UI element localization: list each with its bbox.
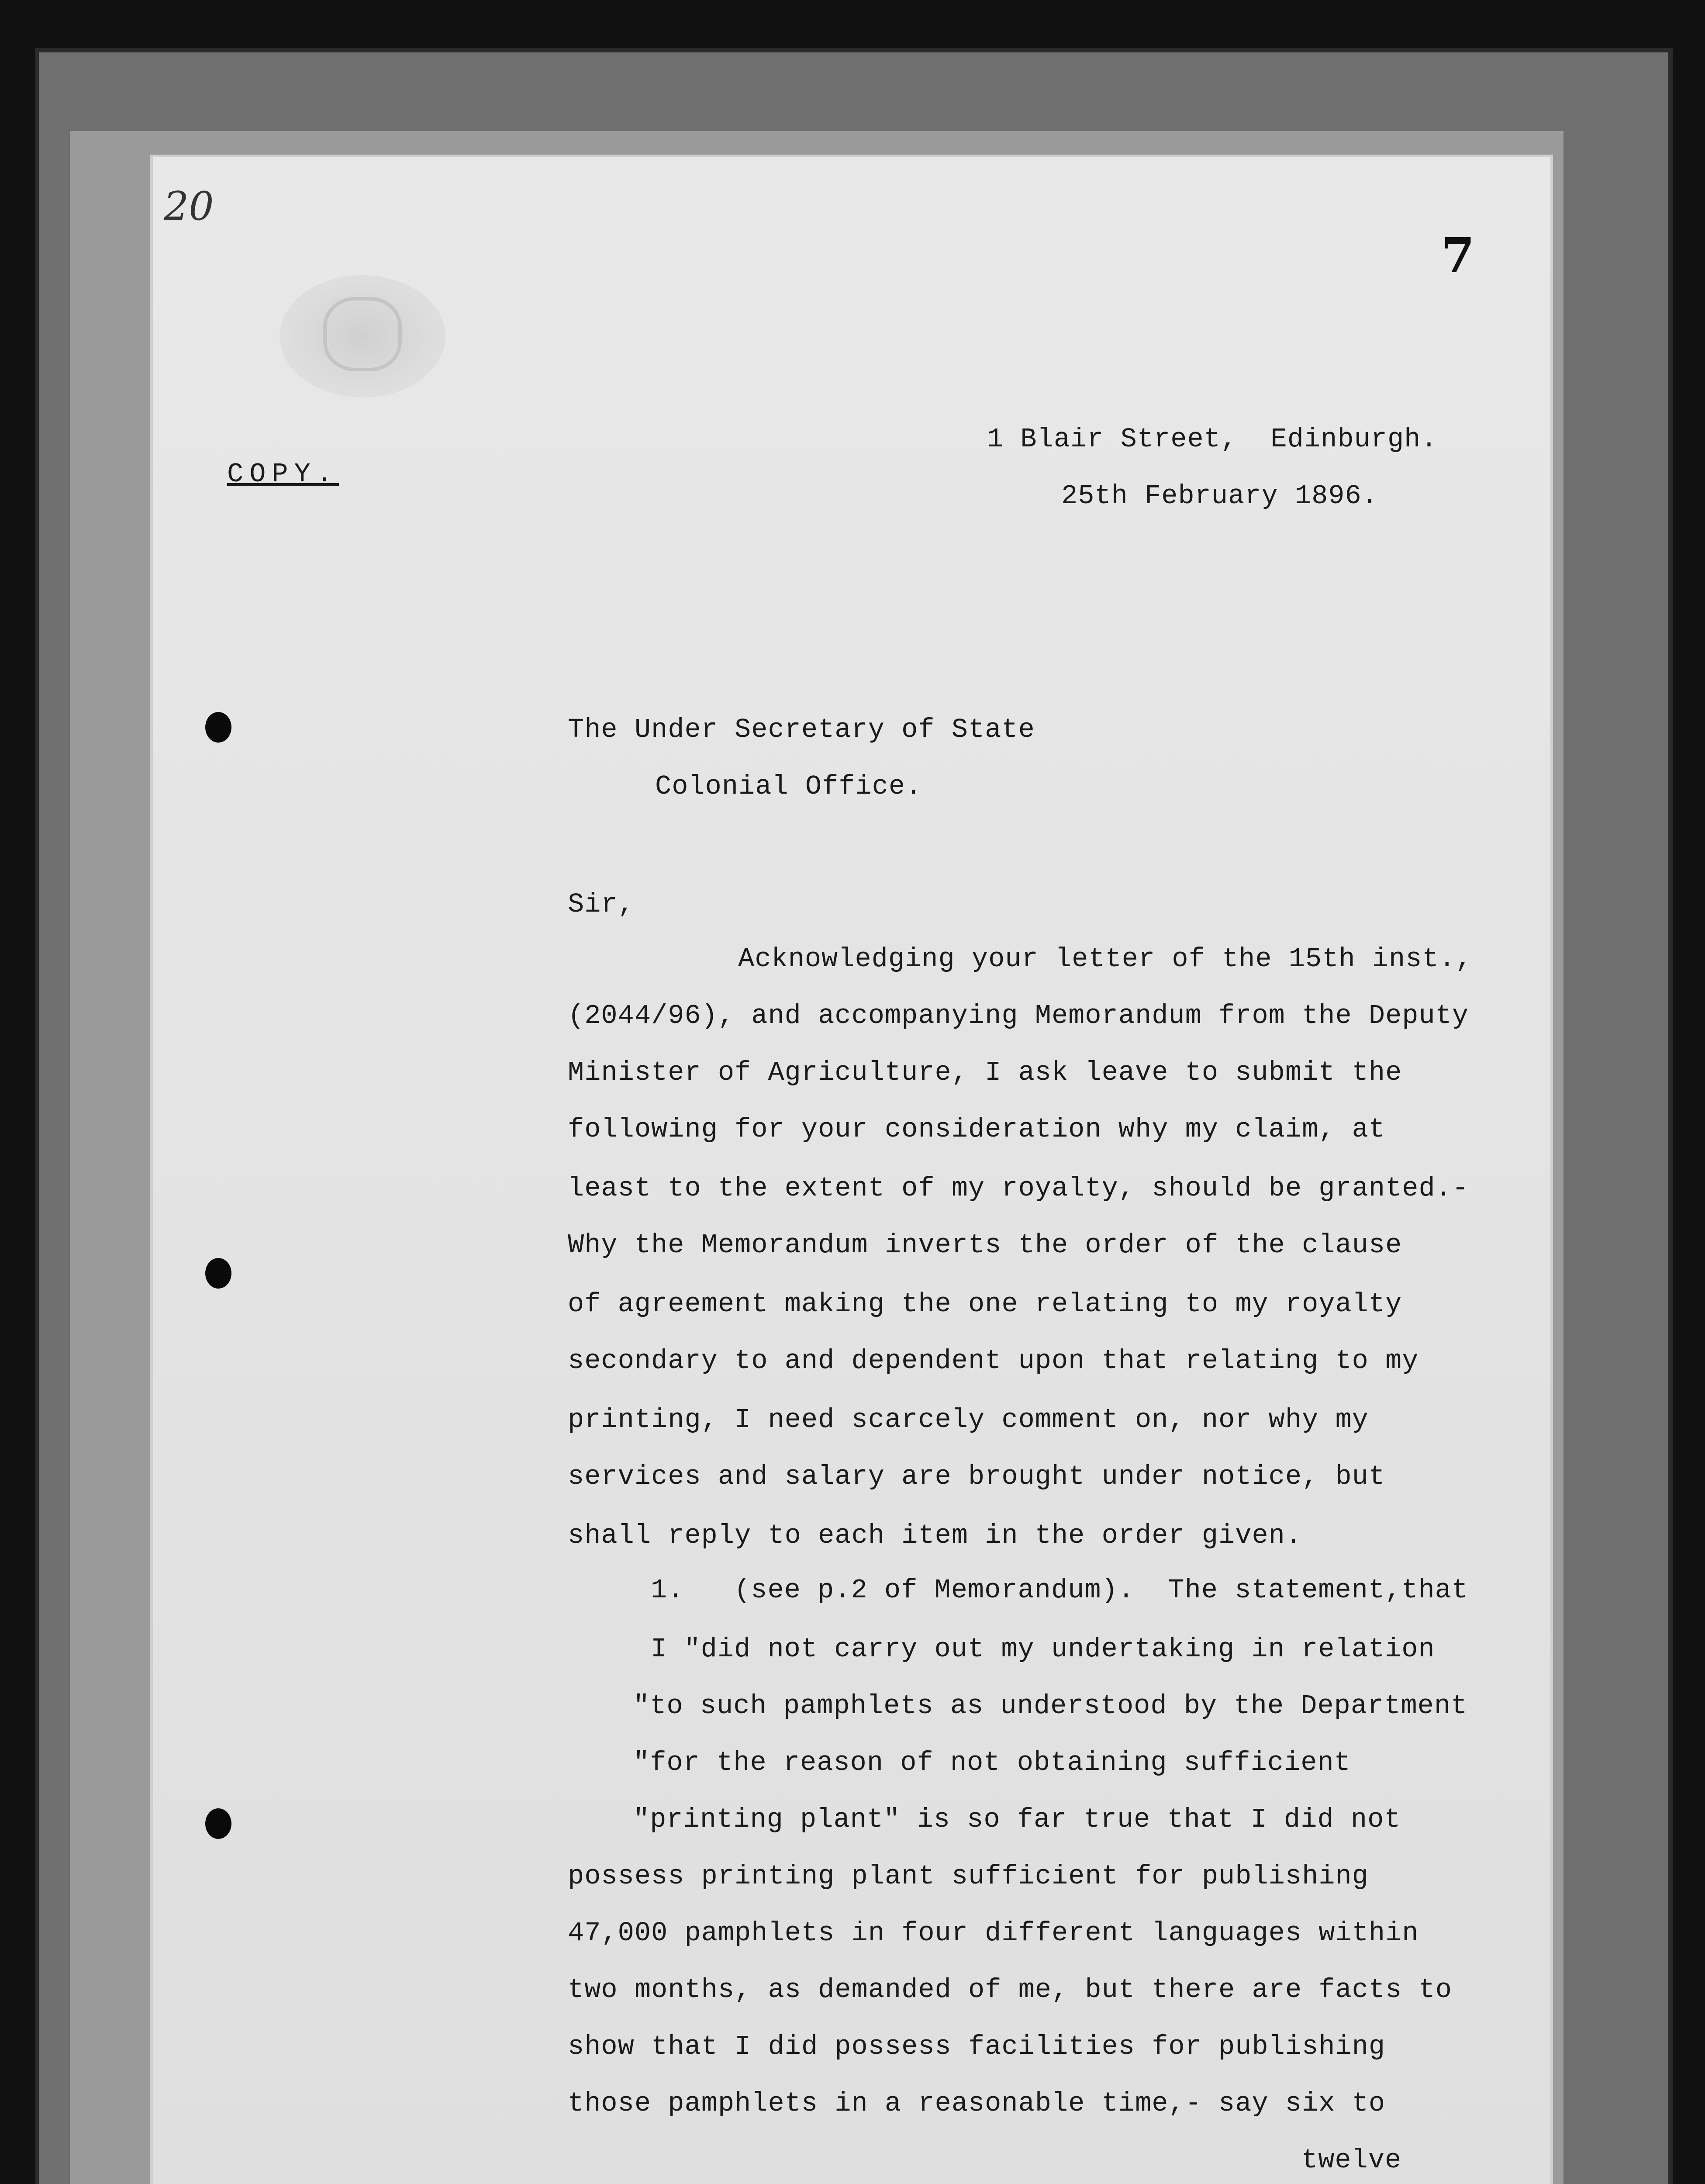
body-line: (2044/96), and accompanying Memorandum from the Deputy [568,1000,1469,1031]
sender-address: 1 Blair Street, Edinburgh. [987,424,1438,455]
body-line: "printing plant" is so far true that I did not [633,1804,1401,1835]
body-line: services and salary are brought under notice, but [568,1461,1386,1492]
page-number: 7 [1441,227,1475,283]
recipient-office: Colonial Office. [655,771,922,802]
punch-hole [205,712,231,743]
body-line: "for the reason of not obtaining sufficient [633,1747,1351,1778]
body-line: 47,000 pamphlets in four different languages within [568,1918,1419,1949]
pencil-folio-mark: 20 [164,183,214,229]
body-line: following for your consideration why my claim, at [568,1114,1386,1145]
copy-label: COPY. [227,459,339,490]
body-line: Minister of Agriculture, I ask leave to submit the [568,1057,1402,1088]
embossed-seal-icon [280,275,445,397]
body-line: printing, I need scarcely comment on, nor why my [568,1404,1369,1435]
body-line: Acknowledging your letter of the 15th inst., [738,943,1473,975]
recipient-title: The Under Secretary of State [568,714,1035,745]
body-line: possess printing plant sufficient for publishing [568,1861,1369,1892]
body-line: 1. (see p.2 of Memorandum). The statement,that [651,1575,1469,1606]
letter-date: 25th February 1896. [1061,480,1378,511]
punch-hole [205,1808,231,1839]
body-line: of agreement making the one relating to my royalty [568,1289,1402,1320]
salutation: Sir, [568,889,635,920]
body-line: shall reply to each item in the order given. [568,1520,1302,1551]
body-line: those pamphlets in a reasonable time,- say six to [568,2088,1386,2119]
body-line: I "did not carry out my undertaking in relation [651,1634,1435,1665]
body-line: show that I did possess facilities for publishing [568,2031,1386,2062]
body-line: Why the Memorandum inverts the order of the clause [568,1230,1402,1261]
body-line: "to such pamphlets as understood by the Department [633,1690,1468,1721]
body-line: two months, as demanded of me, but there are facts to [568,1974,1452,2005]
punch-hole [205,1258,231,1289]
body-line: secondary to and dependent upon that relating to my [568,1345,1419,1376]
catchword: twelve [1301,2145,1402,2176]
body-line: least to the extent of my royalty, should be granted.- [568,1173,1469,1204]
